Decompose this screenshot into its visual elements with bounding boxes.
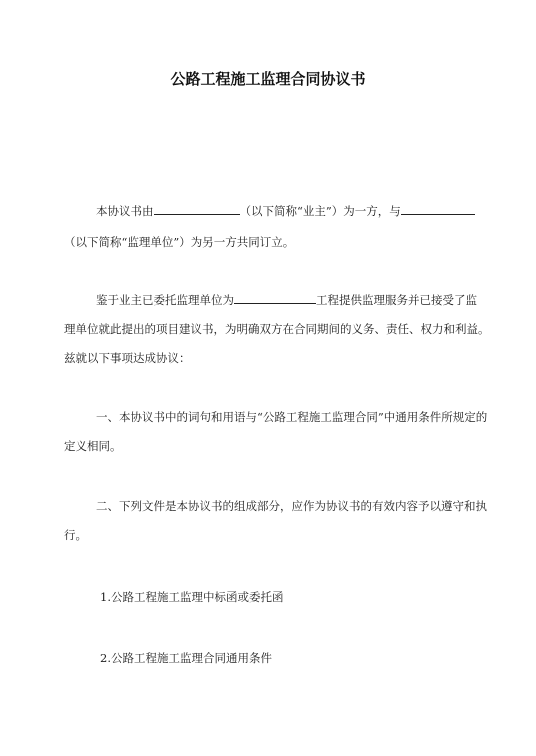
para2-line1 [96, 292, 477, 308]
para1-text-a: 本协议书由 [96, 204, 154, 218]
para3-line1: 一、本协议书中的词句和用语与“公路工程施工监理合同”中通用条件所规定的 [96, 410, 488, 424]
list-item: 2.公路工程施工监理合同通用条件 [100, 651, 272, 665]
supervisor-blank-line [401, 203, 475, 215]
para2-line2: 理单位就此提出的项目建议书，为明确双方在合同期间的义务、责任、权力和利益。 [64, 322, 490, 336]
para2-text-a: 鉴于业主已委托监理单位为 [96, 293, 234, 307]
list-item: 1.公路工程施工监理中标函或委托函 [100, 590, 284, 604]
owner-blank-line [154, 203, 240, 215]
para4-line2: 行。 [64, 528, 87, 542]
project-blank-line [234, 292, 316, 304]
para2-line3: 兹就以下事项达成协议： [64, 351, 191, 365]
document-title: 公路工程施工监理合同协议书 [170, 70, 366, 88]
para1-line1 [96, 203, 475, 219]
para3-line2: 定义相同。 [64, 439, 122, 453]
para4-line1: 二、下列文件是本协议书的组成部分，应作为协议书的有效内容予以遵守和执 [96, 499, 487, 513]
para1-text-b: （以下简称“业主”）为一方，与 [239, 204, 401, 218]
para1-line2: （以下简称“监理单位”）为另一方共同订立。 [64, 235, 295, 249]
para2-text-b: 工程提供监理服务并已接受了监 [316, 293, 477, 307]
